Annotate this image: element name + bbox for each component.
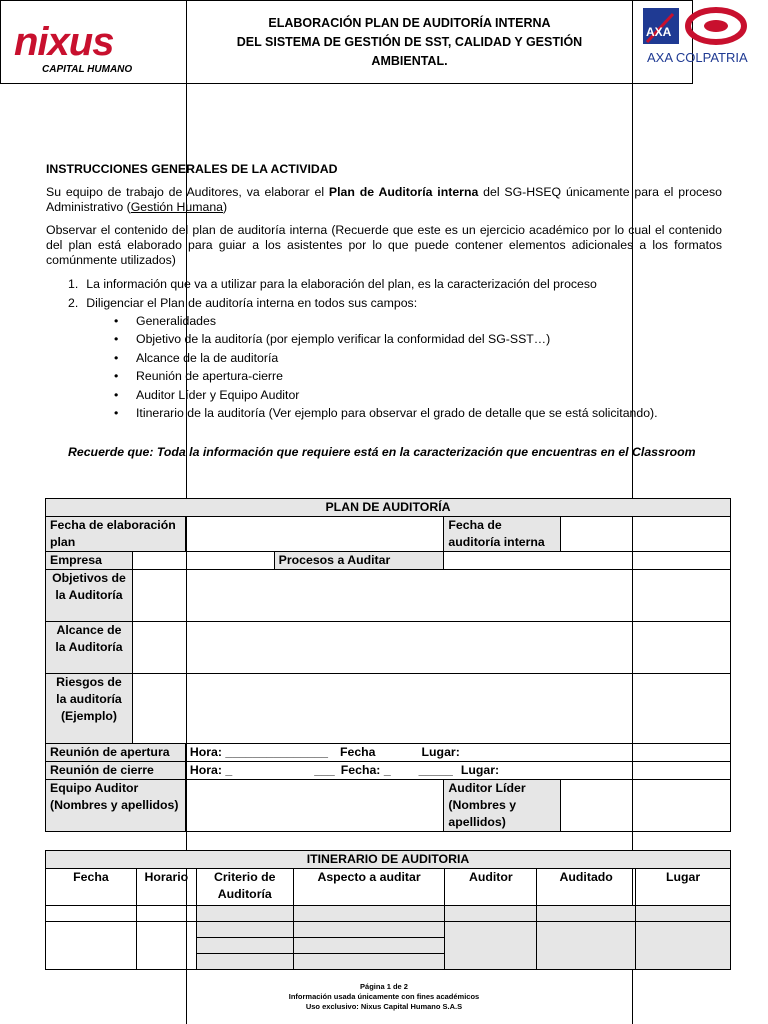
column-header: Auditor <box>445 869 537 906</box>
field-fecha-elaboracion[interactable] <box>185 517 444 552</box>
column-header: Criterio de Auditoría <box>196 869 293 906</box>
column-header: Aspecto a auditar <box>293 869 445 906</box>
classroom-note: Recuerde que: Toda la información que requiere está en la caracterización que encuentras en el Classroom <box>68 445 696 459</box>
page-footer <box>0 982 768 1012</box>
field-auditor-lider[interactable] <box>561 780 731 832</box>
list-item: • Objetivo de la auditoría (por ejemplo verificar la conformidad del SG-SST…) <box>114 332 551 347</box>
list-item: • Generalidades <box>114 314 216 328</box>
label-procesos: Procesos a Auditar <box>274 552 444 570</box>
numbered-item-1: 1. La información que va a utilizar para la elaboración del plan, es la caracterización del proceso <box>68 277 597 291</box>
label-reunion-cierre: Reunión de cierre <box>46 762 186 780</box>
instructions-paragraph-1: Su equipo de trabajo de Auditores, va elaborar el Plan de Auditoría interna del SG-HSEQ únicamente para el proceso Administrativo (Gestión Humana) <box>46 185 723 214</box>
column-header: Lugar <box>636 869 731 906</box>
plan-title: PLAN DE AUDITORÍA <box>46 499 731 517</box>
itinerario-table <box>45 850 731 970</box>
axa-logo-mark <box>643 8 679 44</box>
footer-note: Información usada únicamente con fines académicos <box>288 992 480 1001</box>
field-reunion-apertura[interactable]: Hora: _______________ Fecha Lugar: <box>185 744 730 762</box>
list-item: • Auditor Líder y Equipo Auditor <box>114 387 300 402</box>
field-objetivos[interactable] <box>132 570 730 622</box>
nixus-logo-subtitle: CAPITAL HUMANO <box>42 64 133 75</box>
field-fecha-auditoria[interactable] <box>561 517 731 552</box>
label-alcance: Alcance de la Auditoría <box>46 622 133 674</box>
label-fecha-elaboracion: Fecha de elaboración plan <box>46 517 186 552</box>
list-item: • Reunión de apertura-cierre <box>114 369 283 384</box>
label-equipo-auditor: Equipo Auditor (Nombres y apellidos) <box>46 780 186 832</box>
field-empresa[interactable] <box>132 552 274 570</box>
field-riesgos[interactable] <box>132 674 730 744</box>
svg-text:AXA: AXA <box>646 25 672 39</box>
field-alcance[interactable] <box>132 622 730 674</box>
label-reunion-apertura: Reunión de apertura <box>46 744 186 762</box>
instructions-heading: INSTRUCCIONES GENERALES DE LA ACTIVIDAD <box>46 162 338 176</box>
footer-owner: Uso exclusivo: Nixus Capital Humano S.A.S <box>305 1002 463 1011</box>
table-row <box>46 906 731 922</box>
colpatria-swirl-icon <box>685 6 747 46</box>
page-number: Página 1 de 2 <box>360 982 408 991</box>
column-header: Horario <box>136 869 196 906</box>
nixus-logo: nixus <box>14 20 114 64</box>
instructions-paragraph-2: Observar el contenido del plan de auditoría interna (Recuerde que este es un ejercicio académico por lo cual el contenido del plan está elaborado para guiar a los asistentes por lo que puede contener elementos adicionales a los formatos comúnmente utilizados) <box>46 223 722 267</box>
column-header: Fecha <box>46 869 137 906</box>
label-empresa: Empresa <box>46 552 133 570</box>
list-item: • Itinerario de la auditoría (Ver ejemplo para observar el grado de detalle que se está solicitando). <box>114 405 658 420</box>
field-reunion-cierre[interactable]: Hora: _ ___ Fecha: _ _____ Lugar: <box>185 762 730 780</box>
field-equipo-auditor[interactable] <box>185 780 444 832</box>
itinerario-title: ITINERARIO DE AUDITORIA <box>46 851 731 869</box>
label-fecha-auditoria: Fecha de auditoría interna <box>444 517 561 552</box>
numbered-item-2: 2. Diligenciar el Plan de auditoría interna en todos sus campos: <box>68 296 418 310</box>
list-item: • Alcance de la de auditoría <box>114 350 279 365</box>
column-header: Auditado <box>537 869 636 906</box>
label-objetivos: Objetivos de la Auditoría <box>46 570 133 622</box>
label-auditor-lider: Auditor Líder (Nombres y apellidos) <box>444 780 561 832</box>
field-procesos[interactable] <box>444 552 731 570</box>
document-header <box>0 0 748 84</box>
bullet-list <box>114 314 658 424</box>
document-title: ELABORACIÓN PLAN DE AUDITORÍA INTERNA DEL SISTEMA DE GESTIÓN DE SST, CALIDAD Y GESTIÓN AMBIENTAL. <box>236 16 583 68</box>
table-row <box>46 922 731 938</box>
axa-colpatria-label: AXA COLPATRIA <box>647 50 748 65</box>
plan-auditoria-table <box>45 498 731 832</box>
label-riesgos: Riesgos de la auditoría (Ejemplo) <box>46 674 133 744</box>
